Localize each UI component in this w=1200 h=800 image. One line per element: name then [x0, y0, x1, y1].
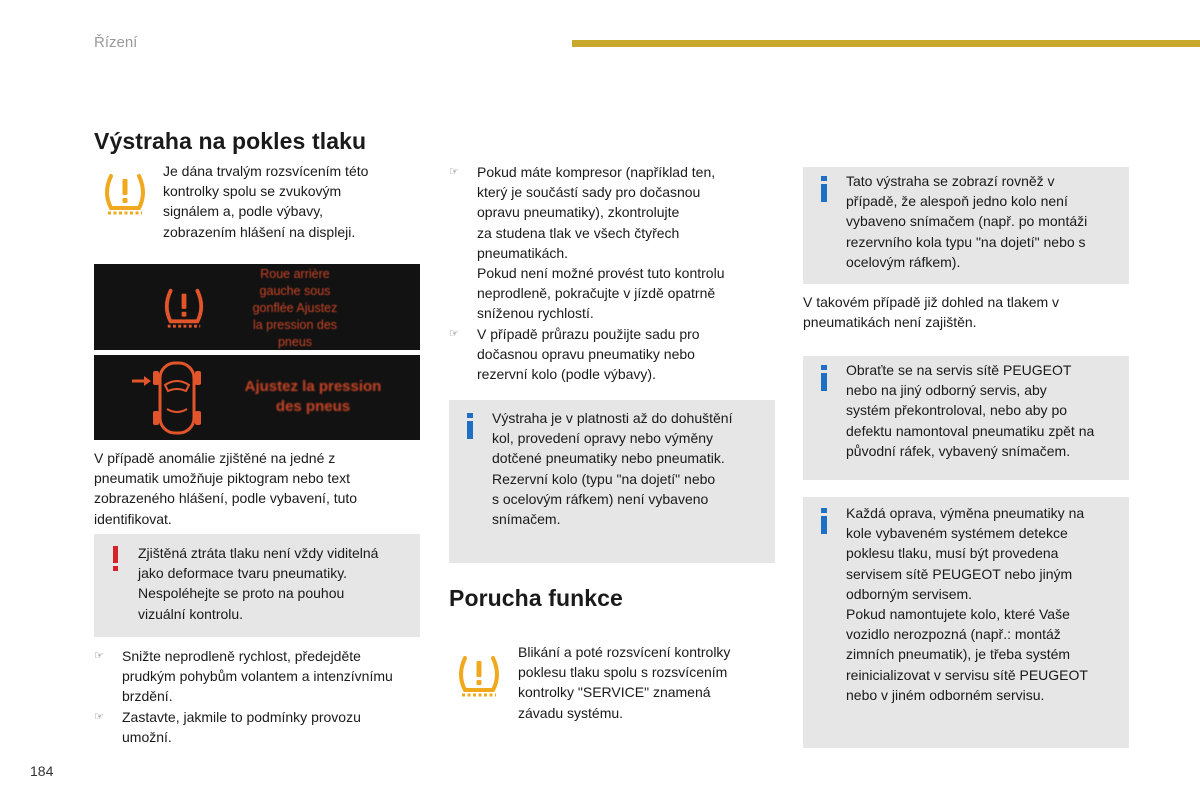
list-item-line: umožní. [122, 728, 172, 745]
info-line: systém překontroloval, nebo aby po [846, 402, 1068, 419]
info-line: vozidlo nerozpozná (např.: montáž [846, 626, 1061, 643]
info-line: reinicializovat v servisu sítě PEUGEOT [846, 666, 1088, 683]
paragraph-line: Blikání a poté rozsvícení kontrolky [518, 644, 731, 660]
list-item [94, 707, 393, 747]
intro-line: signálem a, podle výbavy, [163, 203, 324, 220]
info-line: nebo na jiný odborný servis, aby [846, 382, 1047, 399]
paragraph-line: závadu systému. [518, 704, 624, 721]
warning-box [94, 534, 420, 637]
pointing-hand-icon: ☞ [449, 327, 459, 340]
info-line: poklesu tlaku, musí být provedena [846, 545, 1059, 562]
tire-pressure-warning-icon [102, 170, 148, 216]
display-screenshot-rear-left-tire [94, 264, 420, 350]
list-item-line: za studena tlak ve všech čtyřech [477, 224, 680, 241]
info-box-repair [803, 497, 1129, 748]
info-line: kol, provedení opravy nebo výměny [492, 430, 714, 447]
info-line: dotčené pneumatiky nebo pneumatik. [492, 450, 725, 467]
list-item-line: Pokud máte kompresor (například ten, [477, 164, 716, 180]
display-message-line: pneus [277, 335, 313, 349]
header-accent-bar [572, 40, 1200, 47]
intro-line: kontrolky spolu se zvukovým [163, 183, 342, 200]
malfunction-text [518, 642, 730, 723]
display-message [232, 266, 358, 350]
display-message-line: Ajustez la pression [244, 378, 382, 395]
pointing-hand-icon: ☞ [94, 710, 104, 723]
list-item [449, 162, 724, 324]
list-item-line: brzdění. [122, 688, 173, 705]
paragraph-line: identifikovat. [94, 510, 172, 527]
intro-line: zobrazením hlášení na displeji. [163, 223, 356, 240]
info-box-service [803, 356, 1129, 480]
info-line: snímačem. [492, 511, 561, 528]
info-line: servisem sítě PEUGEOT nebo jiným [846, 565, 1073, 582]
paragraph-line: V takovém případě již dohled na tlakem v [803, 294, 1060, 310]
info-text [492, 408, 732, 529]
info-line: ocelovým ráfkem). [846, 253, 961, 270]
info-text [846, 503, 1088, 705]
warning-line: Zjištěná ztráta tlaku není vždy viditelná [138, 545, 379, 561]
info-text [846, 360, 1094, 461]
info-line: případě, že alespoň jedno kolo není [846, 193, 1068, 210]
info-line: nebo v jiném odborném servisu. [846, 686, 1045, 703]
list-item [449, 324, 724, 385]
bullet-list-checks [449, 162, 724, 384]
info-box-spare-wheel [803, 167, 1129, 284]
list-item-line: dočasnou opravu pneumatiky nebo [477, 345, 695, 362]
info-line: vybaveno snímačem (např. po montáži [846, 213, 1088, 230]
warning-line: jako deformace tvaru pneumatiky. [138, 565, 348, 582]
display-message-line: la pression des [252, 318, 338, 332]
anomaly-paragraph [94, 448, 357, 529]
exclamation-icon [112, 546, 120, 571]
info-line: defektu namontoval pneumatiku zpět na [846, 422, 1095, 439]
section-title-pressure-warning: Výstraha na pokles tlaku [94, 128, 367, 154]
list-item [94, 646, 393, 707]
paragraph-line: kontrolky "SERVICE" znamená [518, 684, 711, 701]
section-title-malfunction: Porucha funkce [449, 585, 623, 611]
list-item-line: který je součástí sady pro dočasnou [477, 184, 701, 201]
info-line: původní ráfek, vybavený snímačem. [846, 442, 1071, 459]
info-text [846, 171, 1087, 272]
monitoring-paragraph [803, 292, 1059, 332]
paragraph-line: zobrazeného hlášení, podle vybavení, tuto [94, 490, 358, 507]
warning-text [138, 543, 378, 624]
info-box-validity [449, 400, 775, 563]
info-line: Pokud namontujete kolo, které Vaše [846, 606, 1070, 623]
info-line: odborným servisem. [846, 585, 973, 602]
pointing-hand-icon: ☞ [449, 166, 459, 178]
display-message-line: gonflée Ajustez [252, 301, 338, 315]
list-item-line: V případě průrazu použijte sadu pro [477, 325, 700, 342]
intro-line: Je dána trvalým rozsvícením této [163, 163, 369, 179]
car-top-view-icon [130, 359, 210, 437]
paragraph-line: V případě anomálie zjištěné na jedné z [94, 450, 336, 466]
tire-pressure-warning-icon [456, 652, 502, 698]
running-header-section: Řízení [94, 34, 138, 51]
display-message-line: Roue arrière [260, 267, 330, 281]
warning-line: Nespoléhejte se proto na pouhou [138, 585, 345, 602]
warning-line: vizuální kontrolu. [138, 605, 244, 622]
info-line: zimních pneumatik), je třeba systém [846, 646, 1071, 663]
list-item-line: Snižte neprodleně rychlost, předejděte [122, 648, 361, 664]
info-line: Obraťte se na servis sítě PEUGEOT [846, 362, 1072, 378]
paragraph-line: pneumatik umožňuje piktogram nebo text [94, 470, 351, 487]
list-item-line: pneumatikách. [477, 244, 569, 261]
tire-pressure-warning-icon [162, 284, 206, 330]
pointing-hand-icon: ☞ [94, 650, 104, 662]
list-item-line: opravu pneumatiky), zkontrolujte [477, 204, 680, 221]
list-item-line: rezervní kolo (podle výbavy). [477, 366, 656, 383]
list-item-line: prudkým pohybům volantem a intenzívnímu [122, 668, 393, 685]
info-line: Výstraha je v platnosti až do dohuštění [492, 410, 733, 426]
list-item-line: Pokud není možné provést tuto kontrolu [477, 265, 725, 282]
page-number: 184 [30, 763, 54, 779]
paragraph-line: poklesu tlaku spolu s rozsvícením [518, 664, 728, 681]
info-line: rezervního kola typu "na dojetí" nebo s [846, 233, 1086, 250]
list-item-line: sníženou rychlostí. [477, 305, 594, 322]
display-screenshot-adjust-pressure [94, 355, 420, 440]
paragraph-line: pneumatikách není zajištěn. [803, 314, 977, 331]
intro-text [163, 161, 368, 242]
display-message-line: des pneus [275, 398, 351, 415]
list-item-line: Zastavte, jakmile to podmínky provozu [122, 708, 361, 725]
display-message-line: gauche sous [259, 284, 331, 298]
info-line: Rezervní kolo (typu "na dojetí" nebo [492, 470, 716, 487]
display-message [218, 377, 408, 417]
bullet-list-actions [94, 646, 393, 747]
info-line: kole vybaveném systémem detekce [846, 525, 1068, 542]
info-line: Tato výstraha se zobrazí rovněž v [846, 173, 1055, 189]
info-line: s ocelovým ráfkem) není vybaveno [492, 490, 709, 507]
info-line: Každá oprava, výměna pneumatiky na [846, 505, 1085, 521]
list-item-line: neprodleně, pokračujte v jízdě opatrně [477, 285, 716, 302]
